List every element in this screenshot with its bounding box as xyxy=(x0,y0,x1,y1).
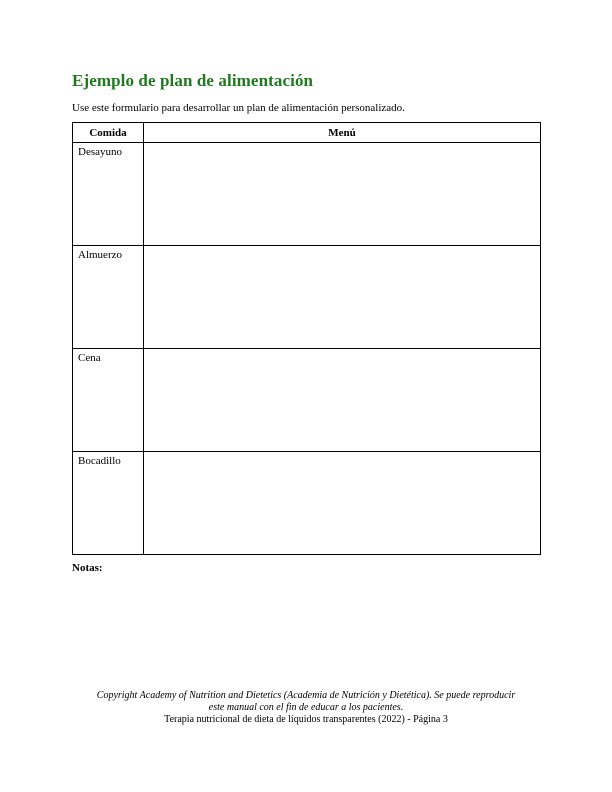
table-row xyxy=(73,246,541,349)
table-row xyxy=(73,452,541,555)
column-header-menu: Menú xyxy=(144,123,541,143)
meal-cell-desayuno: Desayuno xyxy=(73,143,144,246)
meal-cell-cena: Cena xyxy=(73,349,144,452)
page-title: Ejemplo de plan de alimentación xyxy=(72,71,314,90)
column-header-comida: Comida xyxy=(73,123,144,143)
menu-field-almuerzo[interactable] xyxy=(144,246,541,349)
copyright-line-2: este manual con el fin de educar a los pacientes. xyxy=(208,702,404,713)
meal-plan-table xyxy=(72,122,541,555)
table-row xyxy=(73,143,541,246)
menu-field-bocadillo[interactable] xyxy=(144,452,541,555)
page-footer xyxy=(60,690,552,726)
copyright-line-1: Copyright Academy of Nutrition and Dietetics (Academia de Nutrición y Dietética). Se puede reproducir xyxy=(96,690,516,701)
page-number-line: Terapia nutricional de dieta de líquidos transparentes (2022) - Página 3 xyxy=(164,714,448,725)
meal-cell-almuerzo: Almuerzo xyxy=(73,246,144,349)
table-row xyxy=(73,349,541,452)
intro-text: Use este formulario para desarrollar un plan de alimentación personalizado. xyxy=(72,102,405,114)
table-header-row xyxy=(73,123,541,143)
meal-cell-bocadillo: Bocadillo xyxy=(73,452,144,555)
menu-field-desayuno[interactable] xyxy=(144,143,541,246)
menu-field-cena[interactable] xyxy=(144,349,541,452)
notes-label: Notas: xyxy=(72,562,103,574)
